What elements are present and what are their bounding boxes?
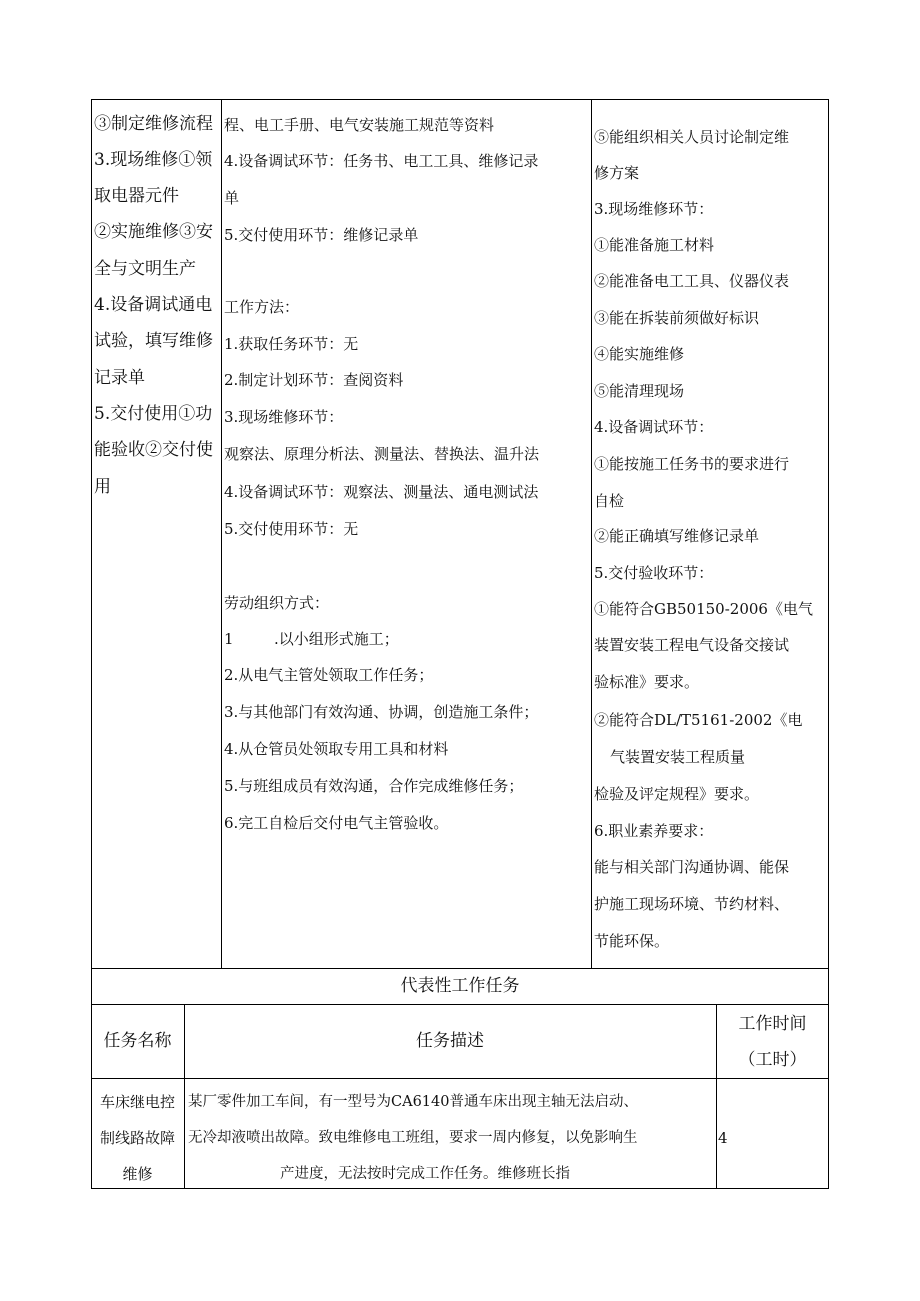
left-line: 4.设备调试通电 [94,295,213,315]
header-task-description: 任务描述 [416,1031,484,1051]
task-name: 车床继电控 [99,1093,175,1111]
middle-line: 程、电工手册、电气安装施工规范等资料 [224,116,495,134]
middle-line: 1.获取任务环节：无 [224,335,359,353]
column-divider-2 [591,99,592,968]
left-line: ②实施维修③安 [94,222,213,242]
right-line: 节能环保。 [594,932,670,950]
section-title: 代表性工作任务 [400,976,520,996]
task-description: 某厂零件加工车间，有一型号为CA6140普通车床出现主轴无法启动、 [188,1094,638,1110]
middle-line: 4.设备调试环节：观察法、测量法、通电测试法 [224,483,539,501]
middle-line: 3.现场维修环节： [224,408,344,426]
right-line: ①能符合GB50150-2006《电气 [594,600,813,618]
task-description: 产进度，无法按时完成工作任务。维修班长指 [280,1166,570,1182]
left-line: 试验，填写维修 [94,331,213,351]
middle-line: .以小组形式施工； [274,630,399,648]
right-line: ④能实施维修 [594,345,685,363]
middle-line: 3.与其他部门有效沟通、协调，创造施工条件； [224,703,539,721]
header-work-hours-unit: （工时） [738,1050,807,1070]
right-line: ②能正确填写维修记录单 [594,527,760,545]
right-line: ①能准备施工材料 [594,236,715,254]
right-line: 3.现场维修环节： [594,200,714,218]
right-line: 修方案 [594,164,640,182]
left-line: 5.交付使用①功 [94,404,213,424]
middle-line: 6.完工自检后交付电气主管验收。 [224,814,449,832]
task-hours: 4 [718,1129,728,1147]
right-line: 4.设备调试环节： [594,418,714,436]
middle-line: 2.从电气主管处领取工作任务； [224,666,434,684]
right-line: ②能准备电工工具、仪器仪表 [594,272,790,290]
task-name: 制线路故障 [99,1129,175,1147]
left-line: 记录单 [94,368,145,388]
column-divider-1 [221,99,222,968]
row-divider-header [91,1004,829,1005]
row-divider-section [91,968,829,969]
right-line: 气装置安装工程质量 [610,748,746,766]
left-line: 用 [94,477,111,497]
right-line: 护施工现场环境、节约材料、 [594,895,790,913]
middle-line: 5.与班组成员有效沟通，合作完成维修任务； [224,777,524,795]
left-line: 3.现场维修①领 [94,150,213,170]
right-line: 检验及评定规程》要求。 [594,785,760,803]
task-name: 维修 [122,1165,153,1183]
right-line: ③能在拆装前须做好标识 [594,309,760,327]
middle-line: 2.制定计划环节：查阅资料 [224,371,404,389]
right-line: ⑤能组织相关人员讨论制定维 [594,128,790,146]
middle-line: 劳动组织方式： [224,594,330,612]
task-description: 无冷却液喷出故障。致电维修电工班组，要求一周内修复，以免影响生 [188,1130,638,1146]
middle-line: 1 [224,630,234,648]
right-line: 6.职业素养要求： [594,822,714,840]
left-line: 取电器元件 [94,186,179,206]
middle-line: 4.设备调试环节：任务书、电工工具、维修记录 [224,152,539,170]
left-line: ③制定维修流程 [94,114,213,134]
left-line: 全与文明生产 [94,259,196,279]
middle-line: 单 [224,189,240,207]
right-line: 自检 [594,492,625,510]
right-line: 能与相关部门沟通协调、能保 [594,858,790,876]
header-task-name: 任务名称 [103,1031,172,1051]
right-line: ②能符合DL/T5161-2002《电 [594,711,803,729]
middle-line: 5.交付使用环节：维修记录单 [224,226,419,244]
right-line: 验标准》要求。 [594,673,700,691]
row-divider-task [91,1078,829,1079]
middle-line: 观察法、原理分析法、测量法、替换法、温升法 [224,445,540,463]
right-line: ①能按施工任务书的要求进行 [594,455,790,473]
left-line: 能验收②交付使 [94,440,213,460]
right-line: 5.交付验收环节： [594,564,714,582]
header-work-hours: 工作时间 [738,1014,807,1034]
middle-line: 5.交付使用环节：无 [224,520,359,538]
middle-line: 4.从仓管员处领取专用工具和材料 [224,740,449,758]
middle-line: 工作方法： [224,298,300,316]
right-line: 装置安装工程电气设备交接试 [594,636,790,654]
right-line: ⑤能清理现场 [594,382,685,400]
